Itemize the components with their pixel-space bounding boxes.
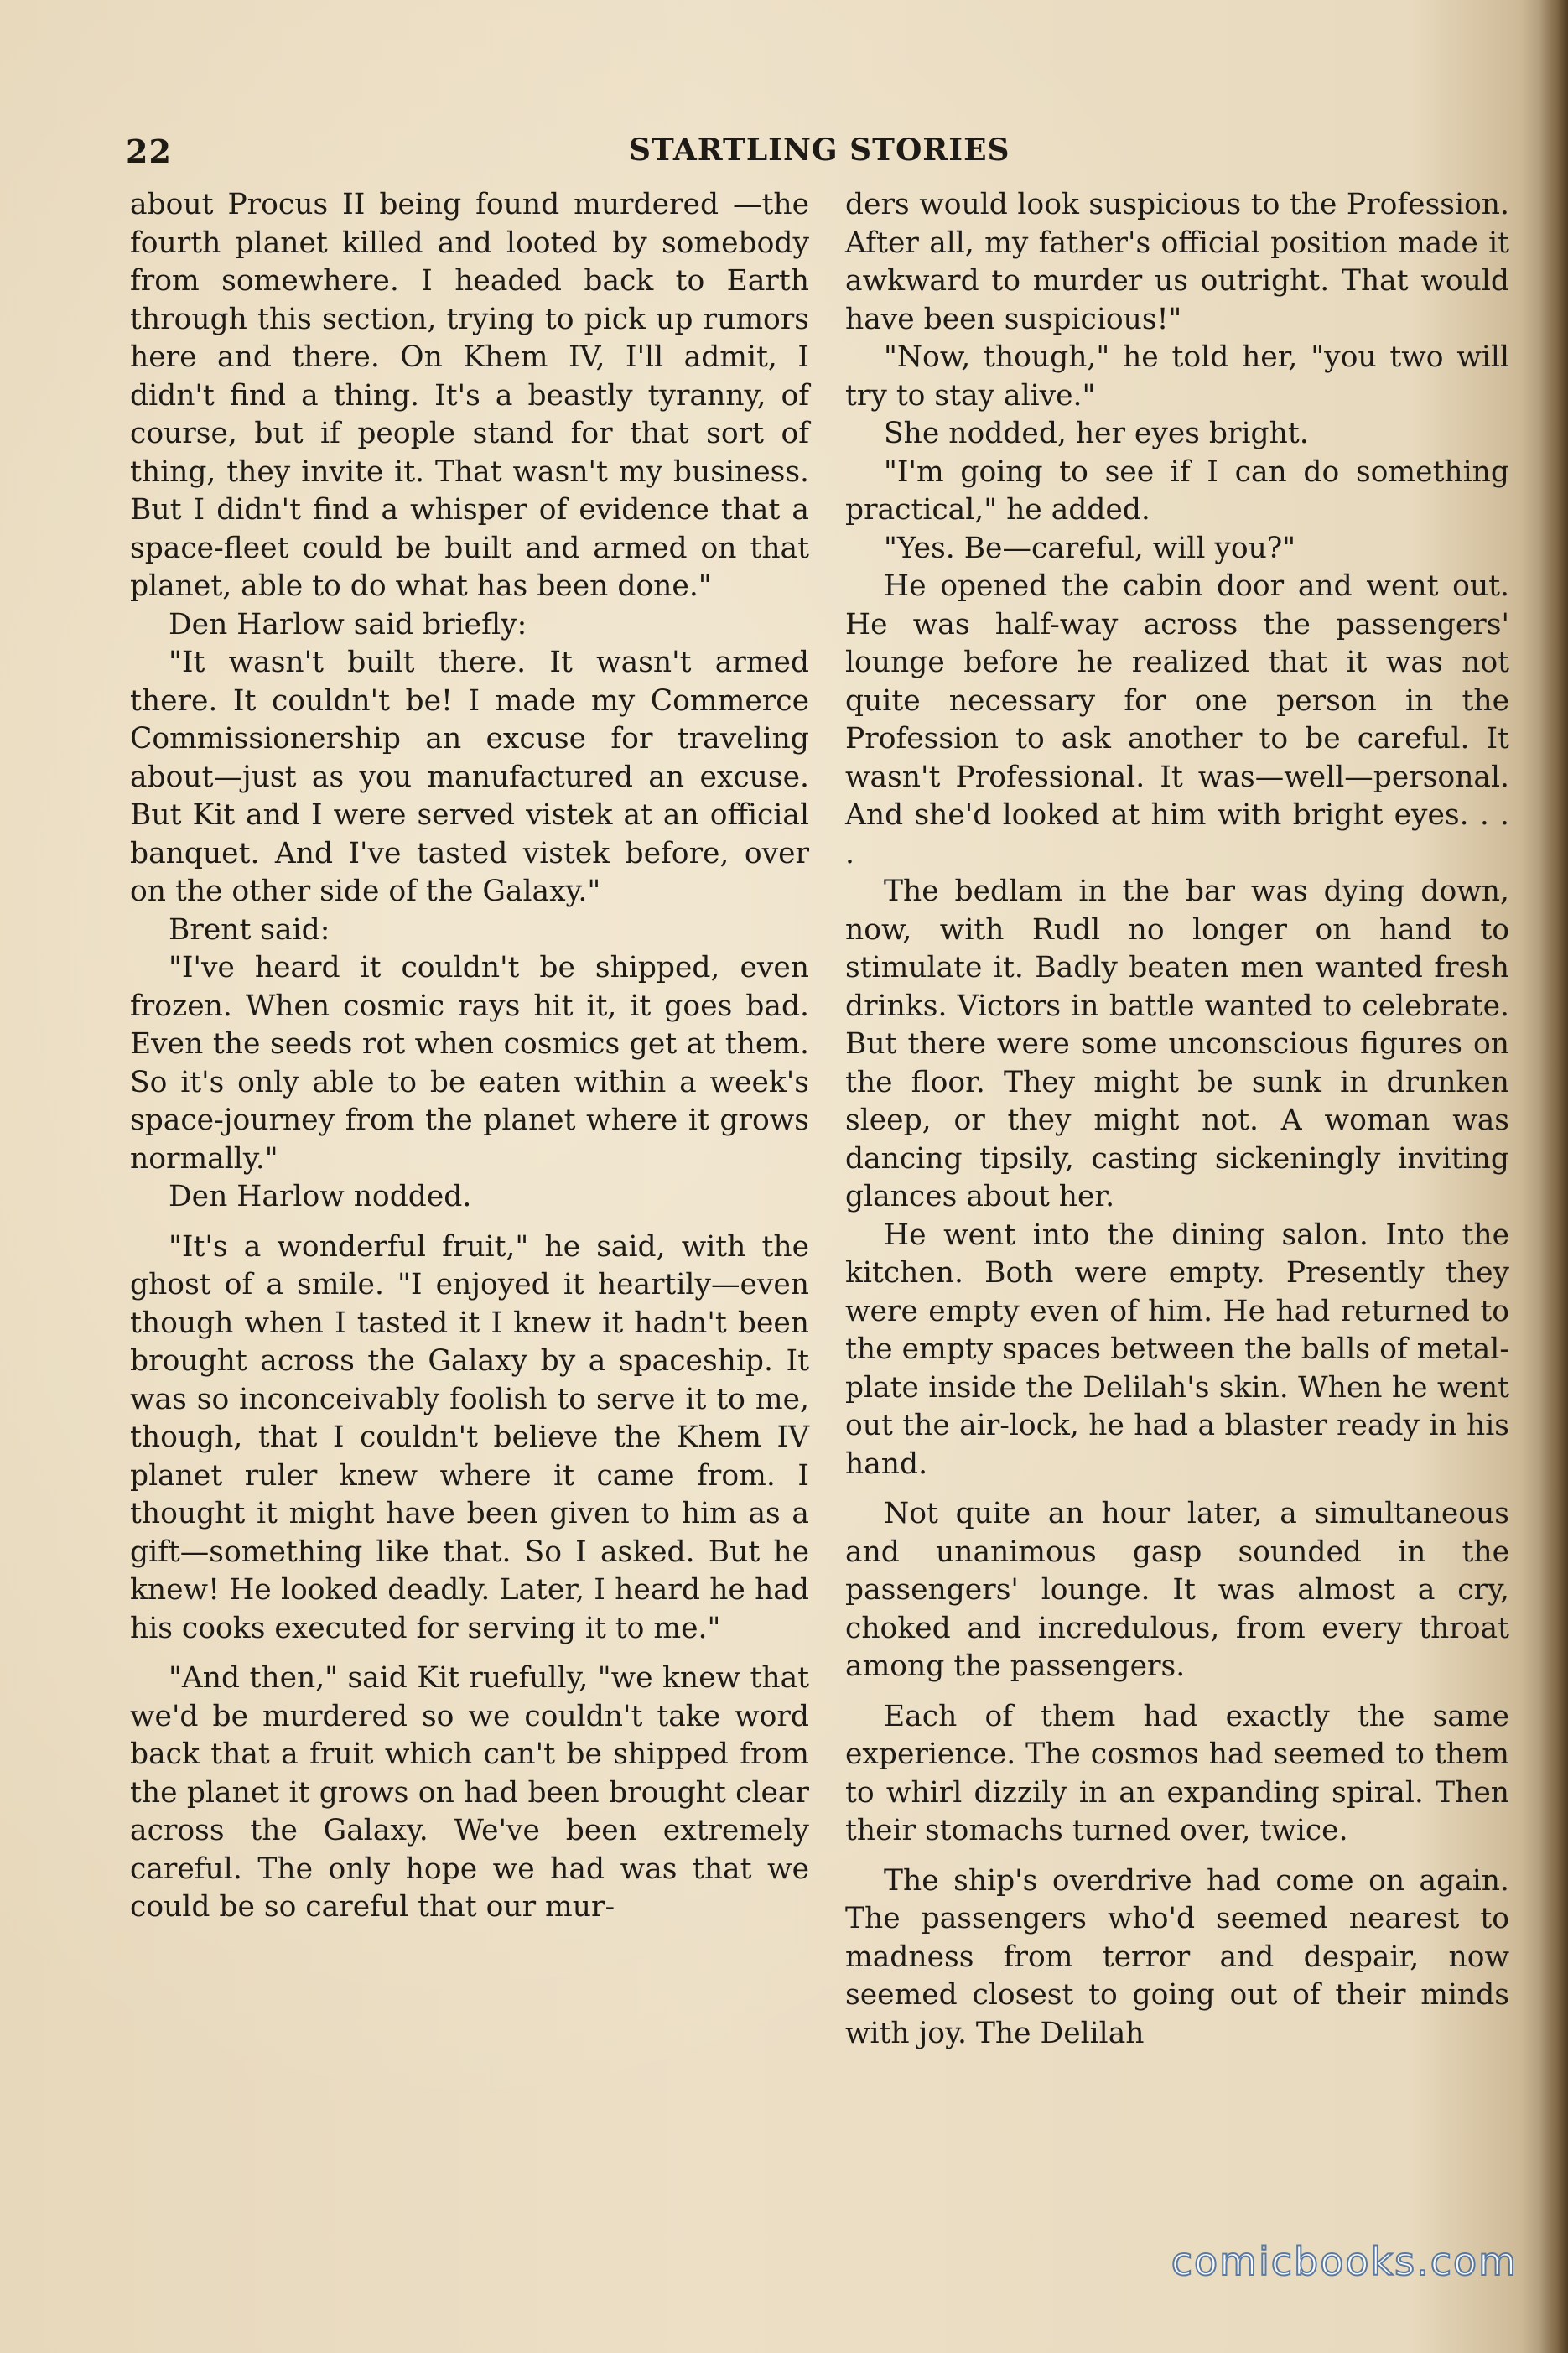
paragraph: The ship's overdrive had come on again. The passengers who'd seemed nearest to madness from terror and despair, now seemed closest to going out of their minds with joy. The Delilah [845,1863,1509,2050]
paragraph: ders would look suspicious to the Profession. After all, my father's official position made it awkward to murder us outright. That would have been suspicious!" [845,188,1509,336]
paragraph: "Yes. Be—careful, will you?" [884,531,1296,565]
page-edge-shadow [1539,0,1568,2353]
paragraph: "I've heard it couldn't be shipped, even frozen. When cosmic rays hit it, it goes bad. Even the seeds rot when cosmics get at them. So it's only able to be eaten within a week's space-journey from the planet where it grows normally." [130,951,809,1176]
paragraph: Den Harlow nodded. [169,1180,472,1213]
paragraph: "I'm going to see if I can do something practical," he added. [845,454,1509,527]
watermark-logo: comicbooks.com [1171,2239,1518,2284]
paragraph: about Procus II being found murdered —the fourth planet killed and looted by somebody from somewhere. I headed back to Earth through this section, trying to pick up rumors here and there. On Khem IV, I'll admit, I didn't find a thing. It's a beastly tyranny, of course, but if people stand for that sort of thing, they invite it. That wasn't my business. But I didn't find a whisper of evidence that a space-fleet could be built and armed on that planet, able to do what has been done." [130,188,809,603]
page-header [126,132,1518,183]
paragraph: She nodded, her eyes bright. [884,417,1309,450]
paragraph: He opened the cabin door and went out. He was half-way across the passengers' lounge before he realized that it was not quite necessary for one person in the Profession to ask another to be careful. It wasn't Professional. It was—well—personal. And she'd looked at him with bright eyes. . . . [845,569,1509,870]
paragraph: "Now, though," he told her, "you two will try to stay alive." [845,340,1509,413]
paragraph: The bedlam in the bar was dying down, now, with Rudl no longer on hand to stimulate it. Badly beaten men wanted fresh drinks. Victors in battle wanted to celebrate. But there were some unconscious figures on the floor. They might be sunk in drunken sleep, or they might not. A woman was dancing tipsily, casting sickeningly inviting glances about her. [845,875,1509,1213]
paragraph: "It's a wonderful fruit," he said, with the ghost of a smile. "I enjoyed it heartily—even though when I tasted it I knew it hadn't been brought across the Galaxy by a spaceship. It was so inconceivably foolish to serve it to me, though, that I couldn't believe the Khem IV planet ruler knew where it came from. I thought it might have been given to him as a gift—something like that. So I asked. But he knew! He looked deadly. Later, I heard he had his cooks executed for serving it to me." [130,1229,809,1645]
left-text-column [130,186,809,1927]
paragraph: Each of them had exactly the same experience. The cosmos had seemed to them to whirl dizzily in an expanding spiral. Then their stomachs turned over, twice. [845,1699,1509,1847]
paragraph: "And then," said Kit ruefully, "we knew that we'd be murdered so we couldn't take word back that a fruit which can't be shipped from the planet it grows on had been brought clear across the Galaxy. We've been extremely careful. The only hope we had was that we could be so careful that our mur- [130,1661,809,1924]
paragraph: Brent said: [169,912,330,947]
paragraph: He went into the dining salon. Into the kitchen. Both were empty. Presently they were empty even of him. He had returned to the empty spaces between the balls of metal-plate inside the Delilah's skin. When he went out the air-lock, he had a blaster ready in his hand. [845,1218,1509,1481]
paragraph: Den Harlow said briefly: [169,607,527,641]
page-number: 22 [126,132,172,170]
paragraph: "It wasn't built there. It wasn't armed there. It couldn't be! I made my Commerce Commissionership an excuse for traveling about—just as you manufactured an excuse. But Kit and I were served vistek at an official banquet. And I've tasted vistek before, over on the other side of the Galaxy." [130,646,809,908]
right-text-column [845,186,1509,2053]
paragraph: Not quite an hour later, a simultaneous and unanimous gasp sounded in the passengers' lounge. It was almost a cry, choked and incredulous, from every throat among the passengers. [845,1497,1509,1683]
running-title: STARTLING STORIES [629,132,1010,168]
